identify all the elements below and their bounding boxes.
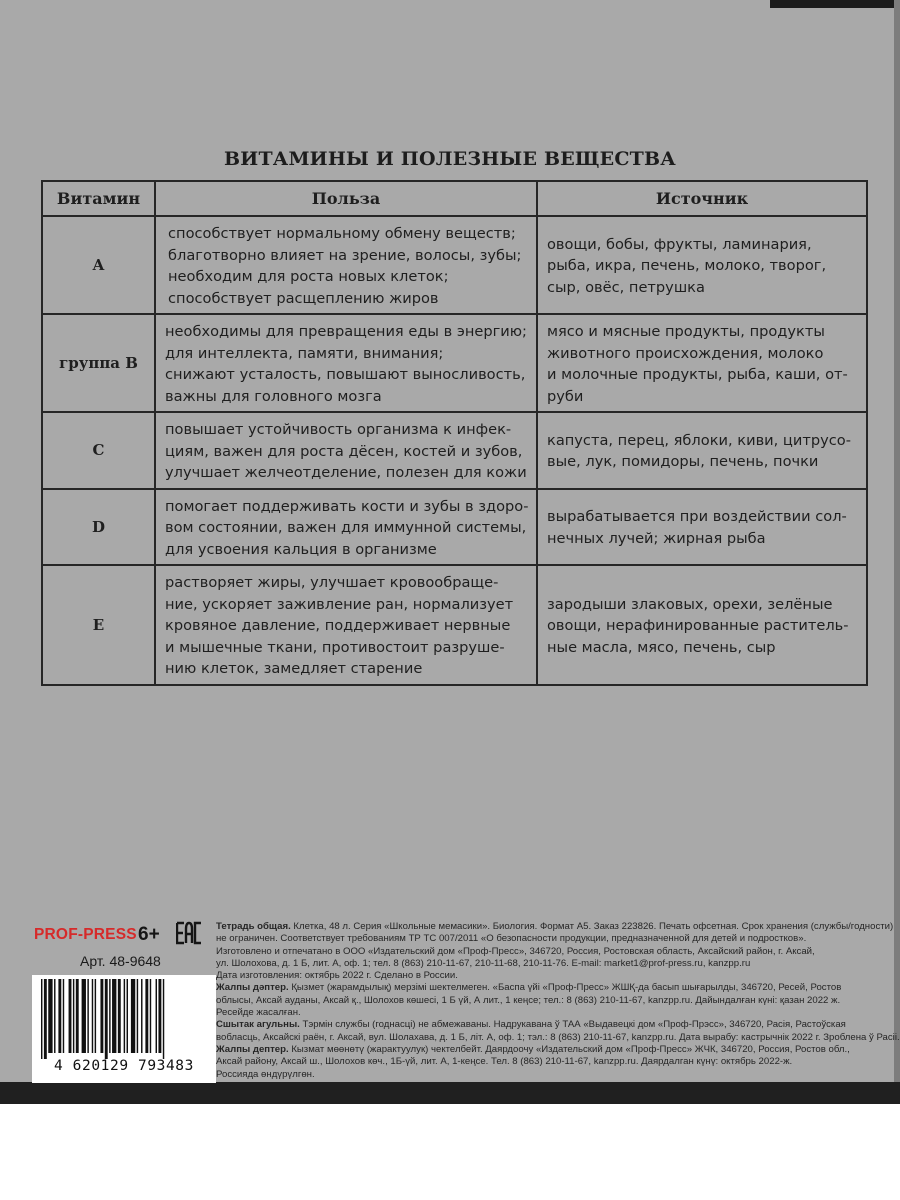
benefit-line: улучшает желчеотделение, полезен для кожи xyxy=(165,464,527,481)
footer-branding xyxy=(16,915,202,1083)
legal-line: Жалпы дәптер. Қызмет (жарамдылық) мерзімі шектелмеген. «Баспа үйі «Проф-Пресс» ЖШҚ-да басып шығарылды, 346720, Ресей, Ростов xyxy=(216,982,842,994)
benefit-line: снижают усталость, повышают выносливость, xyxy=(165,366,526,383)
benefit-line: важны для головного мозга xyxy=(165,387,382,405)
benefit-line: вом состоянии, важен для иммунной системы, xyxy=(165,519,527,536)
legal-line: облысы, Аксай ауданы, Аксай қ., Шолохов көшесі, 1 Б үй, А лит., 1 кеңсе; тел.: 8 (863) 210-11-67, kanzpp.ru. Дайындалған күні: қазан 2022 ж. xyxy=(216,994,841,1006)
source-line: мясо и мясные продукты, продукты xyxy=(547,323,825,340)
table-row xyxy=(42,565,867,685)
vitamins-table xyxy=(41,180,868,686)
source-line: зародыши злаковых, орехи, зелёные xyxy=(547,595,833,613)
vitamin-benefit xyxy=(155,412,537,489)
article-number: Арт. 48-9648 xyxy=(80,953,161,969)
vitamin-source xyxy=(537,565,867,685)
benefit-line: и мышечные ткани, противостоит разруше- xyxy=(165,638,505,656)
legal-line: Изготовлено и отпечатано в ООО «Издательский дом «Проф-Пресс», 346720, Россия, Ростовская область, Аксайский район, г. Аксай, xyxy=(216,945,815,957)
source-line: руби xyxy=(547,387,584,405)
table-row xyxy=(42,412,867,489)
legal-line: Жалпы дептер. Кызмат мөөнөтү (жарактуулук) чектелбейт. Даярдоочу «Издательский дом «Проф-Пресс» ЖЧК, 346720, Россия, Ростов обл., xyxy=(216,1043,850,1055)
table-row xyxy=(42,216,867,314)
vitamin-name: Е xyxy=(42,565,155,685)
legal-line: Тетрадь общая. Клетка, 48 л. Серия «Школьные мемасики». Биология. Формат А5. Заказ 223826. Печать офсетная. Срок хранения (службы/годности) xyxy=(216,921,894,932)
cover-bottom-edge xyxy=(0,1082,900,1104)
vitamin-name: D xyxy=(42,489,155,566)
vitamin-benefit xyxy=(155,314,537,412)
benefit-line: благотворно влияет на зрение, волосы, зубы; xyxy=(168,246,522,264)
barcode xyxy=(32,975,216,1083)
age-rating: 6+ xyxy=(138,924,160,945)
cover-edge-shadow xyxy=(770,0,900,8)
benefit-line: нию клеток, замедляет старение xyxy=(165,660,423,677)
legal-line: Аксай району, Аксай ш., Шолохов көч., 1Б-үй, лит. А, 1-кеңсе. Тел. 8 (863) 210-11-67, kanzpp.ru. Даярдалган күнү: октябрь 2022-ж. xyxy=(216,1056,793,1068)
benefit-line: необходимы для превращения еды в энергию; xyxy=(165,323,527,340)
source-line: вырабатывается при воздействии сол- xyxy=(547,508,847,526)
benefit-line: необходим для роста новых клеток; xyxy=(168,268,449,285)
legal-line: Дата изготовления: октябрь 2022 г. Сделано в России. xyxy=(216,970,458,982)
legal-line: Сшытак агульны. Тэрмін службы (годнасці) не абмежаваны. Надрукавана ў ТАА «Выдавецкі дом «Проф-Прэсс», 346720, Расія, Растоўская xyxy=(216,1019,846,1031)
table-row xyxy=(42,314,867,412)
vitamin-benefit xyxy=(155,565,537,685)
barcode-bars xyxy=(37,979,211,1059)
legal-line: не ограничен. Соответствует требованиям ТР ТС 007/2011 «О безопасности продукции, предназначенной для детей и подростков». xyxy=(216,933,807,945)
benefit-line: способствует нормальному обмену веществ; xyxy=(168,225,516,242)
vitamin-source xyxy=(537,314,867,412)
benefit-line: помогает поддерживать кости и зубы в здоро- xyxy=(165,497,529,515)
header-benefit: Польза xyxy=(155,181,537,216)
vitamin-name: С xyxy=(42,412,155,489)
source-line: ные масла, мясо, печень, сыр xyxy=(547,638,776,656)
vitamin-name: группа В xyxy=(42,314,155,412)
table-row xyxy=(42,489,867,566)
barcode-number: 4 620129 793483 xyxy=(54,1058,194,1074)
legal-line: Россияда өндүрүлгөн. xyxy=(216,1068,315,1080)
source-line: капуста, перец, яблоки, киви, цитрусо- xyxy=(547,431,851,449)
legal-line: вобласць, Аксайскі раён, г. Аксай, вул. Шолахава, д. 1 Б, літ. А, оф. 1; тэл.: 8 (863) 210-11-67, kanzpp.ru. Дата вырабу: кастрычнік 2022 г. Зроблена ў Расіі. xyxy=(216,1031,900,1043)
benefit-line: кровяное давление, поддерживает нервные xyxy=(165,617,511,634)
header-vitamin: Витамин xyxy=(42,181,155,216)
header-source: Источник xyxy=(537,181,867,216)
benefit-line: циям, важен для роста дёсен, костей и зубов, xyxy=(165,442,523,460)
source-line: нечных лучей; жирная рыба xyxy=(547,529,766,547)
source-line: овощи, бобы, фрукты, ламинария, xyxy=(547,235,812,253)
benefit-line: повышает устойчивость организма к инфек- xyxy=(165,421,512,438)
vitamin-benefit xyxy=(155,489,537,566)
benefit-line: растворяет жиры, улучшает кровообраще- xyxy=(165,574,499,591)
source-line: животного происхождения, молоко xyxy=(547,344,824,362)
vitamin-source xyxy=(537,216,867,314)
source-line: рыба, икра, печень, молоко, творог, xyxy=(547,257,827,275)
brand-logo: PROF-PRESS xyxy=(34,926,137,943)
vitamin-name: A xyxy=(42,216,155,314)
legal-info xyxy=(216,921,900,1081)
benefit-line: ние, ускоряет заживление ран, нормализует xyxy=(165,595,514,613)
benefit-line: для усвоения кальция в организме xyxy=(165,540,437,558)
legal-line: Ресейде жасалған. xyxy=(216,1007,301,1019)
source-line: и молочные продукты, рыба, каши, от- xyxy=(547,366,848,383)
benefit-line: для интеллекта, памяти, внимания; xyxy=(165,344,444,362)
legal-line: ул. Шолохова, д. 1 Б, лит. А, оф. 1; тел. 8 (863) 210-11-67, 210-11-68, 210-11-76. E-mail: market1@prof-press.ru, kanzpp.ru xyxy=(216,957,751,969)
table-header-row xyxy=(42,181,867,216)
benefit-line: способствует расщеплению жиров xyxy=(168,289,439,307)
source-line: вые, лук, помидоры, печень, почки xyxy=(547,453,819,471)
page-title: ВИТАМИНЫ И ПОЛЕЗНЫЕ ВЕЩЕСТВА xyxy=(224,148,676,170)
source-line: овощи, нерафинированные раститель- xyxy=(547,617,849,634)
eac-mark-icon xyxy=(176,921,202,945)
source-line: сыр, овёс, петрушка xyxy=(547,278,705,296)
vitamin-source xyxy=(537,412,867,489)
vitamin-benefit xyxy=(155,216,537,314)
vitamin-source xyxy=(537,489,867,566)
